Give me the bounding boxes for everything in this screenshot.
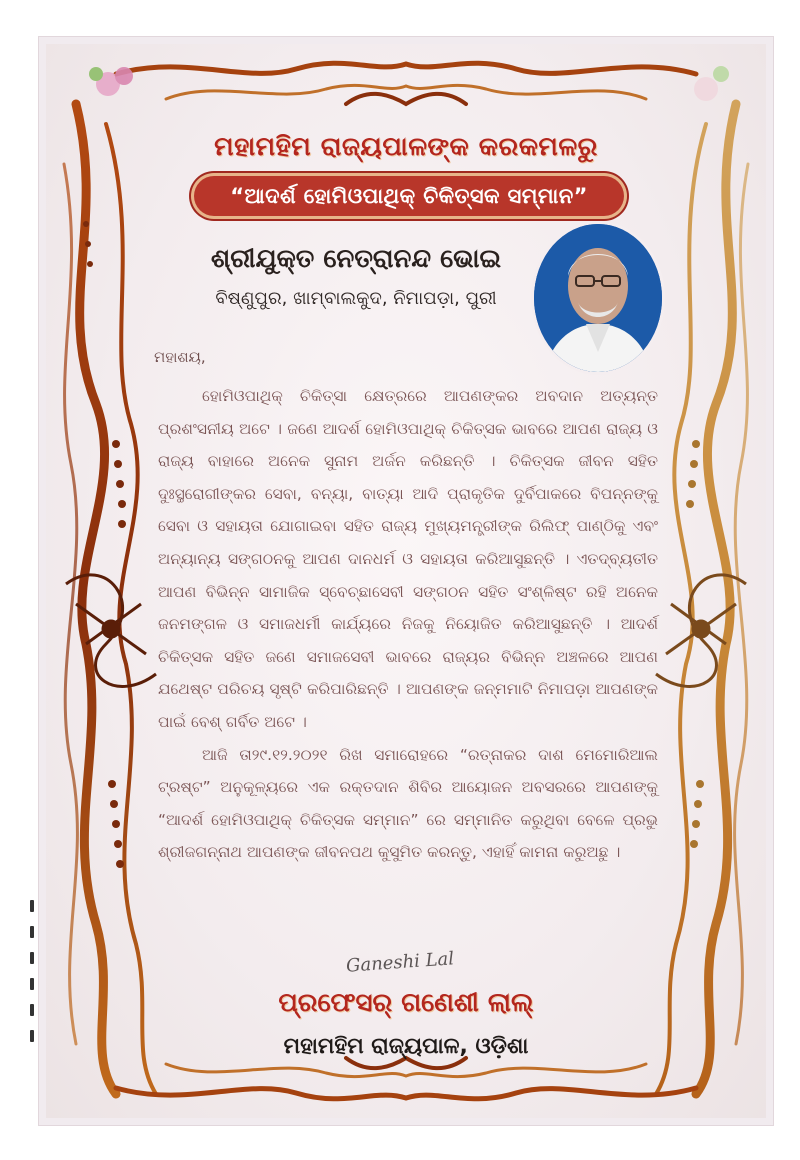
recipient-name: ଶ୍ରୀଯୁକ୍ତ ନେତ୍ରାନନ୍ଦ ଭୋଇ — [210, 244, 502, 274]
salutation: ମହାଶୟ, — [154, 348, 206, 366]
certificate — [46, 44, 766, 1118]
recipient-portrait — [534, 224, 662, 372]
top-ornament — [116, 63, 696, 104]
signatory-name: ପ୍ରଫେସର୍ ଗଣେଶୀ ଲାଲ୍ — [278, 988, 534, 1018]
left-border — [64, 104, 156, 1094]
bottom-ornament — [116, 1058, 696, 1099]
binder-marks — [30, 900, 36, 1070]
citation-paragraph-1: ହୋମିଓପାଥିକ୍ ଚିକିତ୍ସା କ୍ଷେତ୍ରରେ ଆପଣଙ୍କର ଅବଦାନ ଅତ୍ୟନ୍ତ ପ୍ରଶଂସନୀୟ ଅଟେ । ଜଣେ ଆଦର୍ଶ ହୋମିଓପାଥିକ୍ ଚିକିତ୍ସକ ଭାବରେ ଆପଣ ରାଜ୍ୟ ଓ ରାଜ୍ୟ ବାହାରେ ଅନେକ ସୁନାମ ଅର୍ଜନ କରିଛନ୍ତି । ଚିକିତ୍ସକ ଜୀବନ ସହିତ ଦୁଃସ୍ଥରୋଗୀଙ୍କର ସେବା, ବନ୍ୟା, ବାତ୍ୟା ଆଦି ପ୍ରାକୃତିକ ଦୁର୍ବିପାକରେ ବିପନ୍ନଙ୍କୁ ସେବା ଓ ସହାୟତା ଯୋଗାଇବା ସହିତ ରାଜ୍ୟ ମୁଖ୍ୟମନ୍ତ୍ରୀଙ୍କ ରିଲିଫ୍ ପାଣ୍ଠିକୁ ଏବଂ ଅନ୍ୟାନ୍ୟ ସଙ୍ଗଠନକୁ ଆପଣ ଦାନଧର୍ମ ଓ ସହାୟତା କରିଆସୁଛନ୍ତି । ଏତଦ୍ବ୍ୟତୀତ ଆପଣ ବିଭିନ୍ନ ସାମାଜିକ ସ୍ବେଚ୍ଛାସେବୀ ସଙ୍ଗଠନ ସହିତ ସଂଶ୍ଳିଷ୍ଟ ରହି ଅନେକ ଜନମଙ୍ଗଳ ଓ ସମାଜଧର୍ମୀ କାର୍ଯ୍ୟରେ ନିଜକୁ ନିୟୋଜିତ କରିଆସୁଛନ୍ତି । ଆଦର୍ଶ ଚିକିତ୍ସକ ସହିତ ଜଣେ ସମାଜସେବୀ ଭାବରେ ରାଜ୍ୟର ବିଭିନ୍ନ ଅଞ୍ଚଳରେ ଆପଣ ଯଥେଷ୍ଟ ପରିଚୟ ସୃଷ୍ଟି କରିପାରିଛନ୍ତି । ଆପଣଙ୍କ ଜନ୍ମମାଟି ନିମାପଡ଼ା ଆପଣଙ୍କ ପାଇଁ ବେଶ୍ ଗର୍ବିତ ଅଟେ । — [158, 387, 658, 731]
portrait-image — [534, 224, 662, 372]
recipient-address: ବିଷ୍ଣୁପୁର, ଖାମ୍ବାଲକୁଦ, ନିମାପଡ଼ା, ପୁରୀ — [215, 288, 497, 309]
award-banner — [194, 176, 624, 216]
award-title: “ଆଦର୍ଶ ହୋମିଓପାଥିକ୍ ଚିକିତ୍ସକ ସମ୍ମାନ” — [230, 183, 588, 208]
certificate-heading: ମହାମହିମ ରାଜ୍ୟପାଳଙ୍କ କରକମଳରୁ — [214, 132, 598, 162]
governor-signature: Ganeshi Lal — [345, 948, 455, 977]
right-border — [656, 104, 748, 1094]
citation-body — [158, 380, 658, 869]
signatory-title: ମହାମହିମ ରାଜ୍ୟପାଳ, ଓଡ଼ିଶା — [283, 1034, 529, 1059]
citation-paragraph-2: ଆଜି ତା୨୯.୧୨.୨୦୨୧ ରିଖ ସମାରୋହରେ “ରତ୍ନାକର ଦାଶ ମେମୋରିଆଲ ଟ୍ରଷ୍ଟ” ଅନୁକୂଳ୍ୟରେ ଏକ ରକ୍ତଦାନ ଶିବିର ଆୟୋଜନ ଅବସରରେ ଆପଣଙ୍କୁ “ଆଦର୍ଶ ହୋମିଓପାଥିକ୍ ଚିକିତ୍ସକ ସମ୍ମାନ” ରେ ସମ୍ମାନିତ କରୁଥିବା ବେଳେ ପ୍ରଭୁ ଶ୍ରୀଜଗନ୍ନାଥ ଆପଣଙ୍କ ଜୀବନପଥ କୁସୁମିତ କରନ୍ତୁ, ଏହାହିଁ କାମନା କରୁଅଛୁ । — [158, 745, 658, 862]
top-flower-right — [694, 66, 729, 101]
top-flower-left — [89, 67, 133, 96]
